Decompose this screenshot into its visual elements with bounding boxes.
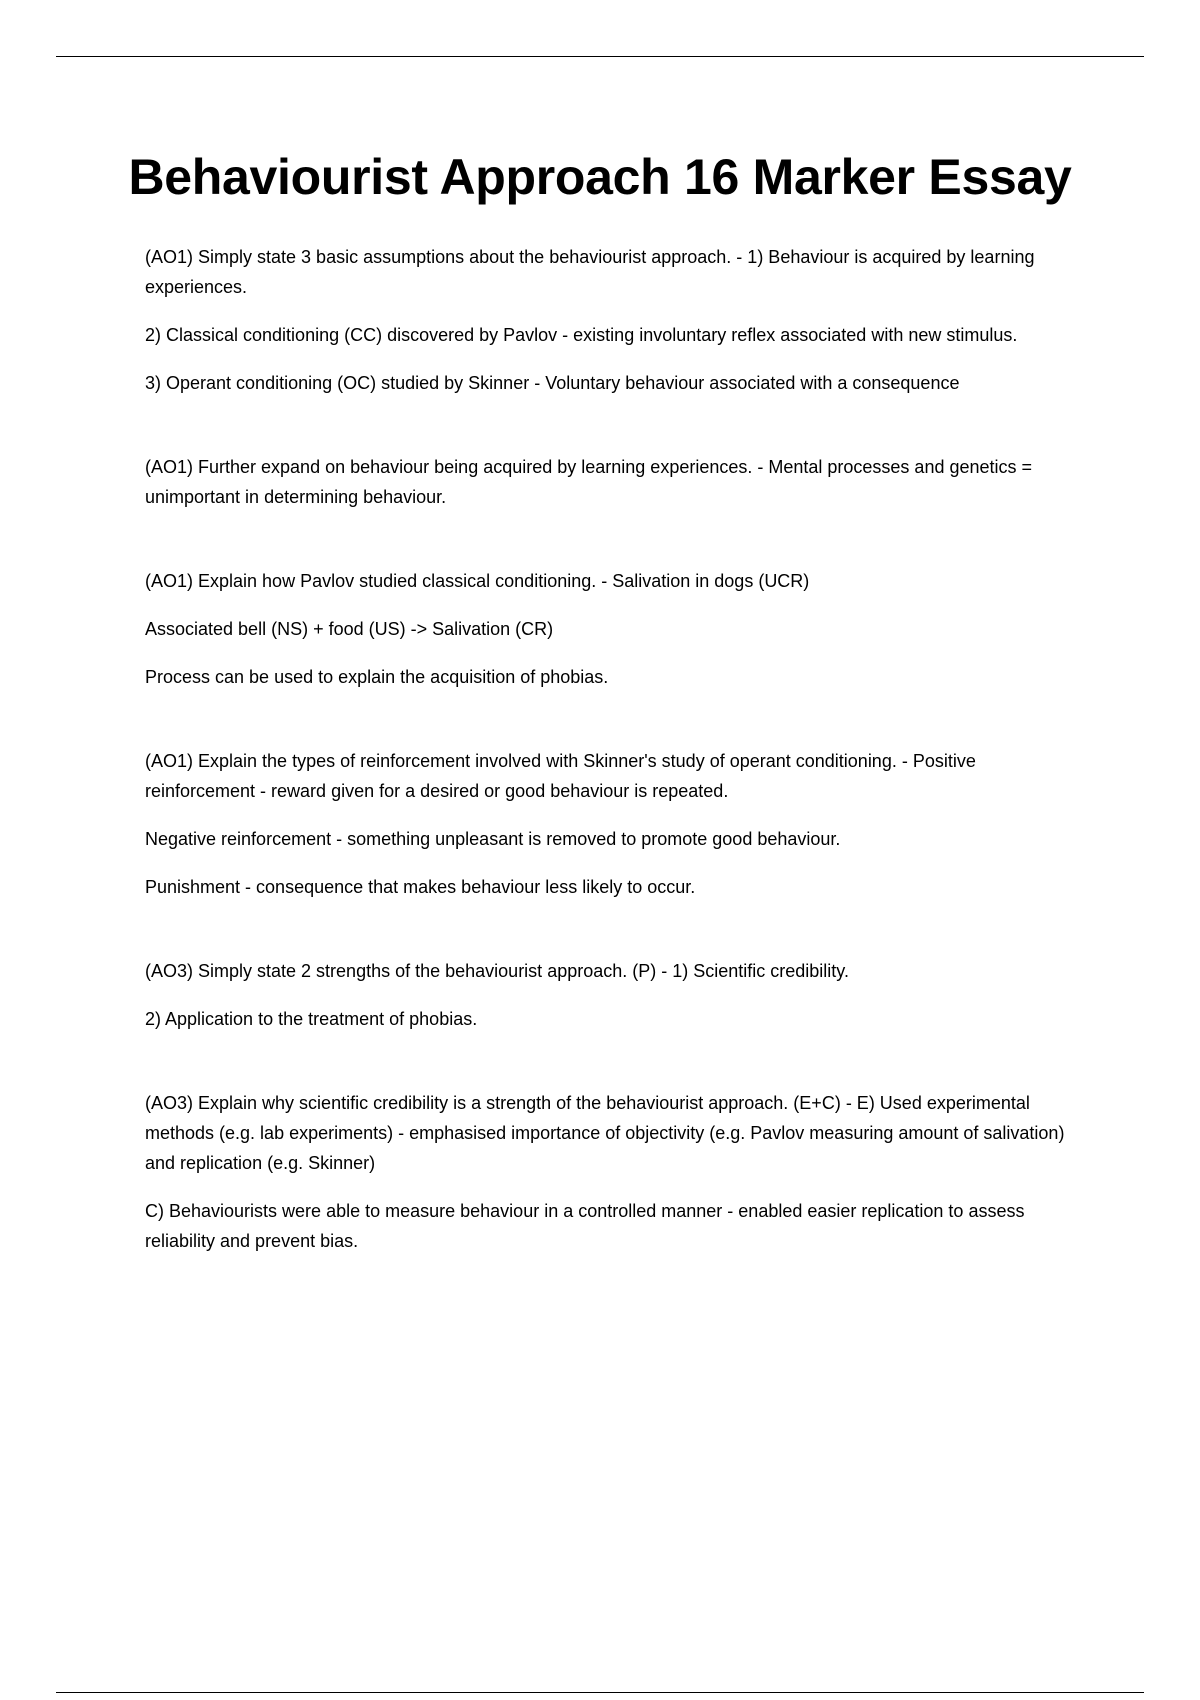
qa-paragraph: Associated bell (NS) + food (US) -> Salivation (CR) xyxy=(145,619,554,639)
qa-section-strengths xyxy=(145,956,1085,1034)
qa-paragraph: Punishment - consequence that makes behaviour less likely to occur. xyxy=(145,877,696,897)
qa-paragraph: (AO3) Simply state 2 strengths of the behaviourist approach. (P) - 1) Scientific credibility. xyxy=(145,961,849,981)
qa-section-assumptions xyxy=(145,242,1085,398)
qa-paragraph: 2) Classical conditioning (CC) discovered by Pavlov - existing involuntary reflex associated with new stimulus. xyxy=(145,325,1018,345)
bottom-divider xyxy=(56,1692,1144,1693)
qa-paragraph: Process can be used to explain the acquisition of phobias. xyxy=(145,667,609,687)
qa-section-pavlov xyxy=(145,566,1085,692)
document-title: Behaviourist Approach 16 Marker Essay xyxy=(128,149,1072,205)
qa-paragraph: (AO1) Further expand on behaviour being acquired by learning experiences. - Mental processes and genetics = unimportant in determining behaviour. xyxy=(145,457,1033,507)
qa-paragraph: 2) Application to the treatment of phobias. xyxy=(145,1009,478,1029)
document-body xyxy=(145,242,1085,1310)
qa-section-reinforcement xyxy=(145,746,1085,902)
qa-paragraph: (AO1) Simply state 3 basic assumptions about the behaviourist approach. - 1) Behaviour is acquired by learning experiences. xyxy=(145,247,1035,297)
qa-paragraph: 3) Operant conditioning (OC) studied by Skinner - Voluntary behaviour associated with a consequence xyxy=(145,373,960,393)
top-divider xyxy=(56,56,1144,57)
qa-section-scientific-credibility xyxy=(145,1088,1085,1256)
qa-paragraph: Negative reinforcement - something unpleasant is removed to promote good behaviour. xyxy=(145,829,841,849)
qa-section-learning-experiences xyxy=(145,452,1085,512)
qa-paragraph: (AO3) Explain why scientific credibility is a strength of the behaviourist approach. (E+C) - E) Used experimental methods (e.g. lab experiments) - emphasised importance of objectivity (e.g. Pavlov measuring amount of salivation) and replication (e.g. Skinner) xyxy=(145,1093,1065,1173)
qa-paragraph: (AO1) Explain how Pavlov studied classical conditioning. - Salivation in dogs (UCR) xyxy=(145,571,810,591)
qa-paragraph: (AO1) Explain the types of reinforcement involved with Skinner's study of operant conditioning. - Positive reinforcement - reward given for a desired or good behaviour is repeated. xyxy=(145,751,976,801)
qa-paragraph: C) Behaviourists were able to measure behaviour in a controlled manner - enabled easier replication to assess reliability and prevent bias. xyxy=(145,1201,1025,1251)
